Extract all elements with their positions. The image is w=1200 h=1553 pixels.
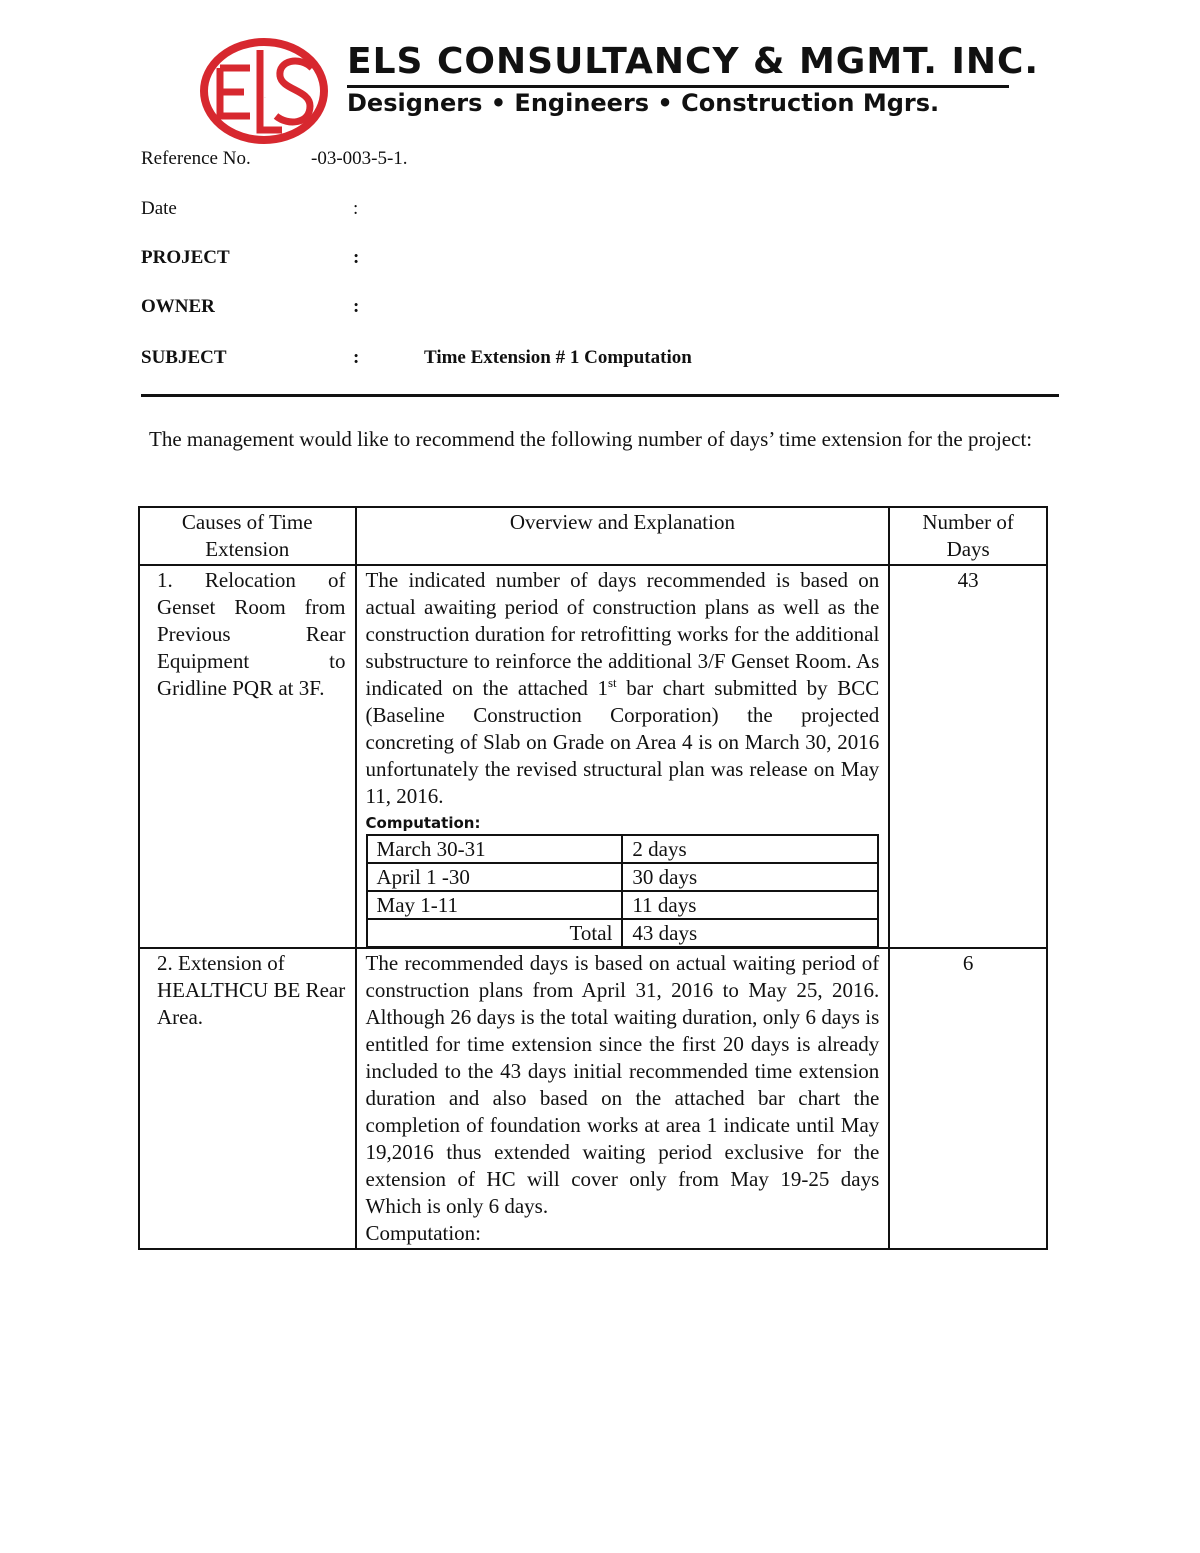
computation-row [367, 863, 879, 891]
logo-text: ELS [264, 98, 266, 99]
days-cell: 43 [889, 565, 1047, 948]
subject-colon: : [353, 347, 360, 368]
computation-period: May 1-11 [367, 891, 623, 919]
company-logo-icon [200, 38, 328, 144]
header-causes: Causes of Time Extension [139, 507, 356, 565]
intro-paragraph: The management would like to recommend the following number of days’ time extension for the project: [149, 427, 1033, 451]
header-overview: Overview and Explanation [356, 507, 890, 565]
company-name: ELS CONSULTANCY & MGMT. INC. [347, 41, 1040, 82]
computation-total-row [367, 919, 879, 947]
reference-label: Reference No. [141, 148, 251, 169]
company-tagline: Designers • Engineers • Construction Mgrs. [347, 89, 940, 117]
reference-value: -03-003-5-1. [311, 148, 408, 169]
date-colon: : [353, 198, 359, 219]
subject-value: Time Extension # 1 Computation [424, 347, 692, 368]
explanation-text: The recommended days is based on actual waiting period of construction plans from April 31, 2016 to May 25, 2016. Although 26 days is the total waiting duration, only 6 days is entitled for time extension since the first 20 days is already included to the 43 days initial recommended time extension duration and also based on the attached bar chart the completion of foundation works at area 1 indicate until May 19,2016 thus extended waiting period exclusive for the extension of HC will cover only from May 19-25 days Which is only 6 days. [365, 951, 880, 1218]
computation-days: 2 days [622, 835, 878, 863]
time-extension-table [138, 506, 1048, 1250]
computation-days: 30 days [622, 863, 878, 891]
computation-total-days: 43 days [622, 919, 878, 947]
explanation-cell [356, 948, 890, 1249]
explanation-part1: The indicated number of days recommended is based on actual awaiting period of construction plans as well as the construction duration for retrofitting works for the additional substructure to reinforce the additional 3/F Genset Room. As indicated on the attached 1 [365, 568, 880, 700]
computation-row [367, 835, 879, 863]
table-header-row [139, 507, 1047, 565]
computation-total-label: Total [367, 919, 623, 947]
computation-days: 11 days [622, 891, 878, 919]
date-label: Date [141, 198, 177, 219]
computation-row [367, 891, 879, 919]
explanation-cell [356, 565, 890, 948]
days-cell: 6 [889, 948, 1047, 1249]
computation-label: Computation: [365, 1221, 482, 1245]
owner-colon: : [353, 296, 360, 317]
header-days: Number of Days [889, 507, 1047, 565]
owner-label: OWNER [141, 296, 215, 317]
cause-cell: 1. Relocation of Genset Room from Previous Rear Equipment to Gridline PQR at 3F. [139, 565, 356, 948]
project-label: PROJECT [141, 247, 230, 268]
subject-label: SUBJECT [141, 347, 227, 368]
computation-period: April 1 -30 [367, 863, 623, 891]
cause-cell: 2. Extension of HEALTHCU BE Rear Area. [139, 948, 356, 1249]
table-row [139, 948, 1047, 1249]
header-divider [141, 394, 1059, 397]
computation-period: March 30-31 [367, 835, 623, 863]
explanation-text [366, 567, 880, 810]
explanation-part2: bar chart submitted by BCC (Baseline Construction Corporation) the projected concreting of Slab on Grade on Area 4 is on March 30, 2016 unfortunately the revised structural plan was release on May 11, 2016. [365, 676, 880, 808]
letterhead [200, 38, 1040, 148]
explanation-superscript: st [608, 675, 617, 690]
computation-label: Computation: [365, 814, 481, 832]
table-row [139, 565, 1047, 948]
computation-table [366, 834, 880, 948]
project-colon: : [353, 247, 360, 268]
